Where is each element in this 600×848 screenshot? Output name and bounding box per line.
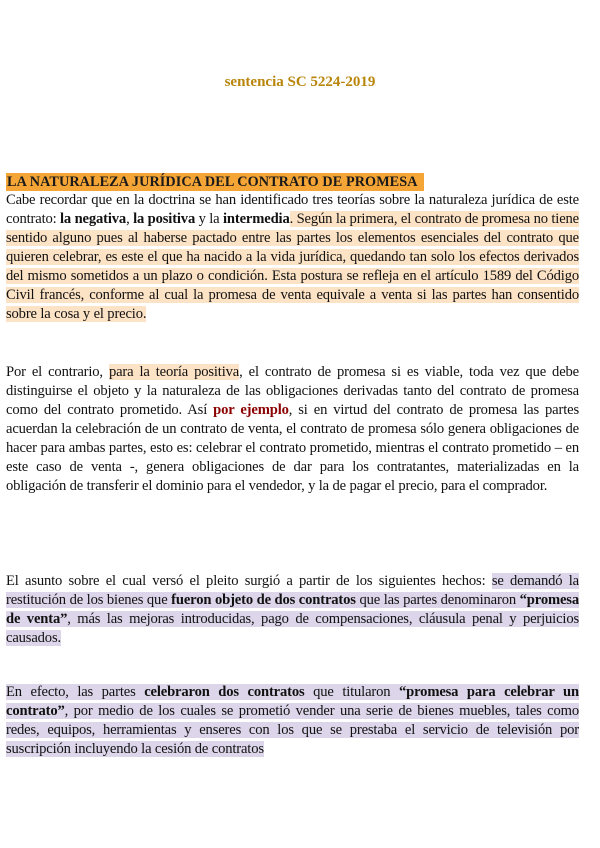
paragraph-positive-theory bbox=[6, 363, 579, 496]
text-run: , bbox=[126, 211, 134, 227]
highlighted-text: , por medio de los cuales se prometió vender una serie de bienes muebles, tales como redes, equipos, herramientas y enseres con los que se prestaba el servicio de televisión por suscripción incluyendo la cesión de contratos bbox=[6, 703, 579, 757]
paragraph-contracts bbox=[6, 683, 579, 759]
highlighted-text: para la teoría positiva bbox=[108, 364, 240, 380]
highlighted-text: se demandó la restitución de los bienes que bbox=[6, 573, 579, 608]
highlighted-text: . Según la primera, el contrato de promesa no tiene sentido alguno pues al haberse pactado entre las partes los elementos esenciales del contrato que quieren celebrar, es este el que ha nacido a la vida jurídica, quedando tan solo los efectos derivados del mismo sometidos a un plazo o condición. Esta postura se refleja en el artículo 1589 del Código Civil francés, conforme al cual la promesa de venta equivale a venta si las partes han consentido sobre la cosa y el precio. bbox=[6, 211, 580, 322]
bold-term-positive: la positiva bbox=[133, 211, 196, 227]
text-run: y la bbox=[195, 211, 223, 227]
bold-highlighted-text: celebraron dos contratos bbox=[144, 684, 305, 700]
text-run: Cabe recordar que en la doctrina se han identificado tres teorías sobre la naturaleza jurídica de este contrato: bbox=[6, 192, 579, 227]
text-run: El asunto sobre el cual versó el pleito surgió a partir de los siguientes hechos: bbox=[6, 573, 492, 589]
bold-highlighted-text: “promesa para celebrar un contrato” bbox=[6, 684, 579, 719]
highlighted-text: En efecto, las partes bbox=[6, 684, 145, 700]
text-run: Por el contrario, bbox=[6, 364, 109, 380]
paragraph-facts bbox=[6, 572, 579, 648]
emphasis-red-text: por ejemplo bbox=[213, 402, 289, 418]
bold-highlighted-text: fueron objeto de dos contratos bbox=[171, 592, 356, 608]
paragraph-theories bbox=[6, 191, 579, 324]
document-title: sentencia SC 5224-2019 bbox=[224, 74, 376, 90]
highlighted-text: que titularon bbox=[304, 684, 399, 700]
highlighted-text: que las partes denominaron bbox=[355, 592, 520, 608]
bold-term-negative: la negativa bbox=[60, 211, 127, 227]
text-run: , si en virtud del contrato de promesa las partes acuerdan la celebración de un contrato de venta, el contrato de promesa sólo genera obligaciones de hacer para ambas partes, esto es: celebrar el contrato prometido, mientras el contrato prometido – en este caso de venta -, genera obligaciones de dar para los contratantes, materializadas en la obligación de transferir el dominio para el vendedor, y la de pagar el precio, para el comprador. bbox=[6, 402, 579, 494]
text-run: , el contrato de promesa si es viable, toda vez que debe distinguirse el objeto y la naturaleza de las obligaciones derivadas tanto del contrato de promesa como del contrato prometido. Así bbox=[6, 364, 580, 418]
section-heading: LA NATURALEZA JURÍDICA DEL CONTRATO DE PROMESA bbox=[6, 173, 424, 191]
highlighted-text: , más las mejoras introducidas, pago de compensaciones, cláusula penal y perjuicios causados. bbox=[6, 611, 579, 646]
bold-term-intermediate: intermedia bbox=[223, 211, 290, 227]
bold-highlighted-text: “promesa de venta” bbox=[6, 592, 579, 627]
